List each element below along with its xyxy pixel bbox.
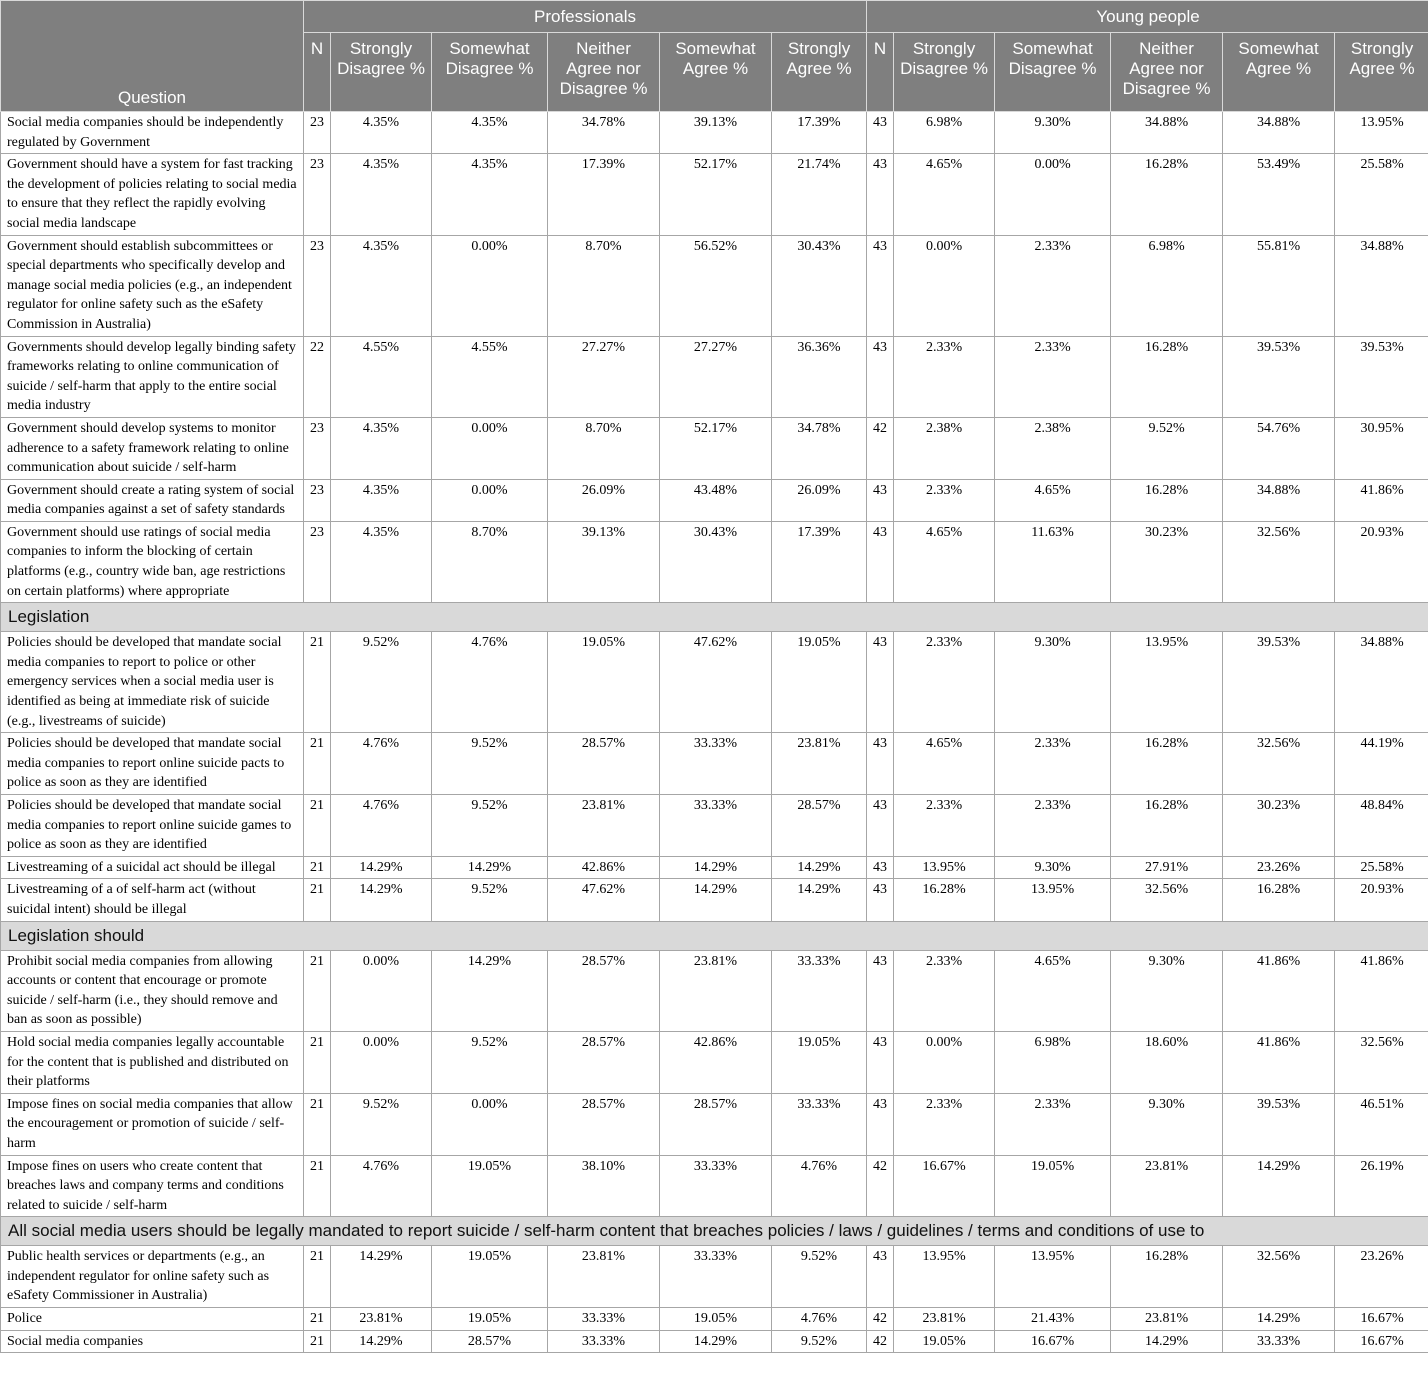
young-people-percent-cell: 39.53% [1223,1093,1335,1155]
young-people-percent-cell: 6.98% [1111,235,1223,336]
young-people-percent-cell: 9.30% [1111,1093,1223,1155]
section-header-row [1,921,1428,950]
professionals-percent-cell: 0.00% [331,1031,432,1093]
professionals-percent-cell: 28.57% [548,950,660,1031]
young-people-percent-cell: 9.52% [1111,417,1223,479]
professionals-percent-cell: 33.33% [660,1155,772,1217]
young-people-percent-cell: 9.30% [995,112,1111,154]
question-cell: Government should create a rating system of social media companies against a set of safety standards [1,479,304,521]
professionals-percent-cell: 14.29% [772,856,867,879]
professionals-percent-cell: 19.05% [660,1308,772,1331]
young-people-n-cell: 43 [867,733,894,795]
young-people-percent-cell: 23.81% [1111,1155,1223,1217]
professionals-percent-cell: 0.00% [432,417,548,479]
question-cell: Impose fines on users who create content that breaches laws and company terms and conditions related to suicide / self-harm [1,1155,304,1217]
professionals-percent-cell: 30.43% [772,235,867,336]
professionals-percent-cell: 38.10% [548,1155,660,1217]
young-people-n-cell: 43 [867,336,894,417]
professionals-percent-cell: 4.55% [432,336,548,417]
young-people-percent-cell: 0.00% [894,235,995,336]
col-header-n: N [304,33,331,112]
col-header-neither: Neither Agree nor Disagree % [548,33,660,112]
young-people-n-cell: 43 [867,112,894,154]
professionals-percent-cell: 28.57% [432,1330,548,1353]
professionals-percent-cell: 33.33% [660,733,772,795]
professionals-percent-cell: 14.29% [331,1330,432,1353]
young-people-percent-cell: 20.93% [1335,879,1428,921]
table-row [1,950,1428,1031]
table-row [1,417,1428,479]
professionals-percent-cell: 56.52% [660,235,772,336]
professionals-percent-cell: 4.76% [432,632,548,733]
professionals-percent-cell: 33.33% [548,1330,660,1353]
professionals-percent-cell: 4.35% [331,479,432,521]
young-people-percent-cell: 4.65% [995,479,1111,521]
professionals-percent-cell: 28.57% [660,1093,772,1155]
young-people-percent-cell: 16.28% [1111,1246,1223,1308]
young-people-percent-cell: 2.33% [894,950,995,1031]
professionals-percent-cell: 21.74% [772,154,867,235]
col-header-somewhat-disagree: Somewhat Disagree % [995,33,1111,112]
young-people-percent-cell: 13.95% [894,1246,995,1308]
young-people-percent-cell: 2.33% [995,795,1111,857]
young-people-percent-cell: 16.28% [1111,733,1223,795]
young-people-percent-cell: 9.30% [995,856,1111,879]
young-people-percent-cell: 13.95% [995,1246,1111,1308]
young-people-percent-cell: 6.98% [894,112,995,154]
young-people-n-cell: 43 [867,154,894,235]
professionals-percent-cell: 4.76% [772,1155,867,1217]
table-row [1,1155,1428,1217]
professionals-percent-cell: 14.29% [660,856,772,879]
professionals-percent-cell: 33.33% [548,1308,660,1331]
professionals-percent-cell: 4.55% [331,336,432,417]
young-people-percent-cell: 2.33% [894,336,995,417]
group-header-young-people: Young people [867,1,1428,33]
col-header-somewhat-disagree: Somewhat Disagree % [432,33,548,112]
young-people-percent-cell: 16.28% [894,879,995,921]
professionals-percent-cell: 23.81% [772,733,867,795]
professionals-percent-cell: 9.52% [432,795,548,857]
professionals-percent-cell: 4.35% [432,112,548,154]
table-row [1,1330,1428,1353]
col-header-strongly-disagree: Strongly Disagree % [894,33,995,112]
professionals-percent-cell: 14.29% [331,879,432,921]
young-people-percent-cell: 2.33% [894,795,995,857]
question-cell: Livestreaming of a of self-harm act (without suicidal intent) should be illegal [1,879,304,921]
col-header-somewhat-agree: Somewhat Agree % [660,33,772,112]
young-people-percent-cell: 39.53% [1223,336,1335,417]
professionals-percent-cell: 28.57% [548,1031,660,1093]
professionals-percent-cell: 0.00% [432,479,548,521]
young-people-percent-cell: 33.33% [1223,1330,1335,1353]
young-people-percent-cell: 11.63% [995,521,1111,602]
young-people-percent-cell: 46.51% [1335,1093,1428,1155]
young-people-n-cell: 43 [867,1093,894,1155]
professionals-percent-cell: 4.35% [331,521,432,602]
young-people-percent-cell: 25.58% [1335,856,1428,879]
young-people-percent-cell: 16.28% [1223,879,1335,921]
professionals-percent-cell: 33.33% [660,1246,772,1308]
professionals-n-cell: 21 [304,632,331,733]
professionals-percent-cell: 17.39% [548,154,660,235]
question-cell: Hold social media companies legally accountable for the content that is published and distributed on their platforms [1,1031,304,1093]
professionals-percent-cell: 14.29% [660,879,772,921]
young-people-percent-cell: 4.65% [894,521,995,602]
young-people-percent-cell: 34.88% [1223,112,1335,154]
young-people-percent-cell: 19.05% [995,1155,1111,1217]
question-cell: Government should use ratings of social media companies to inform the blocking of certain platforms (e.g., country wide ban, age restrictions on certain platforms) where appropriate [1,521,304,602]
professionals-percent-cell: 9.52% [331,632,432,733]
professionals-percent-cell: 0.00% [432,1093,548,1155]
young-people-percent-cell: 34.88% [1111,112,1223,154]
young-people-percent-cell: 0.00% [995,154,1111,235]
young-people-percent-cell: 34.88% [1335,235,1428,336]
professionals-n-cell: 21 [304,1031,331,1093]
col-header-strongly-agree: Strongly Agree % [1335,33,1428,112]
professionals-percent-cell: 28.57% [772,795,867,857]
young-people-n-cell: 43 [867,632,894,733]
young-people-n-cell: 43 [867,795,894,857]
table-row [1,795,1428,857]
section-header-row [1,1217,1428,1246]
professionals-n-cell: 22 [304,336,331,417]
professionals-percent-cell: 26.09% [548,479,660,521]
young-people-percent-cell: 34.88% [1223,479,1335,521]
professionals-percent-cell: 9.52% [331,1093,432,1155]
professionals-n-cell: 23 [304,479,331,521]
young-people-percent-cell: 16.67% [894,1155,995,1217]
question-cell: Livestreaming of a suicidal act should be illegal [1,856,304,879]
young-people-n-cell: 43 [867,1031,894,1093]
question-cell: Government should develop systems to monitor adherence to a safety framework relating to online communication about suicide / self-harm [1,417,304,479]
professionals-percent-cell: 33.33% [660,795,772,857]
young-people-percent-cell: 2.38% [995,417,1111,479]
table-row [1,856,1428,879]
young-people-percent-cell: 53.49% [1223,154,1335,235]
young-people-percent-cell: 2.33% [995,1093,1111,1155]
professionals-percent-cell: 19.05% [432,1246,548,1308]
professionals-percent-cell: 30.43% [660,521,772,602]
young-people-n-cell: 43 [867,479,894,521]
young-people-n-cell: 43 [867,950,894,1031]
professionals-percent-cell: 28.57% [548,1093,660,1155]
young-people-percent-cell: 4.65% [995,950,1111,1031]
professionals-n-cell: 21 [304,1308,331,1331]
young-people-percent-cell: 25.58% [1335,154,1428,235]
young-people-percent-cell: 39.53% [1223,632,1335,733]
young-people-percent-cell: 13.95% [1335,112,1428,154]
table-row [1,1031,1428,1093]
question-cell: Public health services or departments (e.g., an independent regulator for online safety such as eSafety Commissioner in Australia) [1,1246,304,1308]
professionals-percent-cell: 23.81% [548,795,660,857]
young-people-percent-cell: 16.28% [1111,795,1223,857]
question-cell: Policies should be developed that mandate social media companies to report to police or other emergency services when a social media user is identified as being at immediate risk of suicide (e.g., livestreams of suicide) [1,632,304,733]
table-body [1,112,1428,1353]
section-title: Legislation should [1,921,1428,950]
table-row [1,235,1428,336]
question-cell: Governments should develop legally binding safety frameworks relating to online communication of suicide / self-harm that apply to the entire social media industry [1,336,304,417]
col-header-neither: Neither Agree nor Disagree % [1111,33,1223,112]
professionals-percent-cell: 39.13% [548,521,660,602]
young-people-percent-cell: 16.67% [1335,1330,1428,1353]
young-people-percent-cell: 20.93% [1335,521,1428,602]
professionals-percent-cell: 52.17% [660,154,772,235]
professionals-percent-cell: 52.17% [660,417,772,479]
professionals-n-cell: 23 [304,521,331,602]
young-people-percent-cell: 23.81% [1111,1308,1223,1331]
young-people-percent-cell: 14.29% [1223,1155,1335,1217]
professionals-percent-cell: 47.62% [660,632,772,733]
young-people-percent-cell: 2.33% [894,632,995,733]
professionals-percent-cell: 4.35% [331,235,432,336]
professionals-percent-cell: 42.86% [660,1031,772,1093]
question-cell: Policies should be developed that mandate social media companies to report online suicide pacts to police as soon as they are identified [1,733,304,795]
professionals-percent-cell: 23.81% [331,1308,432,1331]
professionals-percent-cell: 9.52% [772,1330,867,1353]
professionals-percent-cell: 0.00% [331,950,432,1031]
professionals-percent-cell: 19.05% [432,1308,548,1331]
question-cell: Social media companies should be independently regulated by Government [1,112,304,154]
professionals-percent-cell: 28.57% [548,733,660,795]
professionals-percent-cell: 23.81% [548,1246,660,1308]
young-people-percent-cell: 30.23% [1223,795,1335,857]
young-people-percent-cell: 39.53% [1335,336,1428,417]
professionals-percent-cell: 4.76% [331,733,432,795]
professionals-percent-cell: 14.29% [432,950,548,1031]
professionals-percent-cell: 4.35% [331,417,432,479]
professionals-percent-cell: 33.33% [772,1093,867,1155]
young-people-n-cell: 42 [867,1308,894,1331]
young-people-percent-cell: 16.28% [1111,154,1223,235]
professionals-percent-cell: 39.13% [660,112,772,154]
professionals-percent-cell: 4.76% [331,795,432,857]
young-people-percent-cell: 41.86% [1223,950,1335,1031]
young-people-percent-cell: 0.00% [894,1031,995,1093]
professionals-percent-cell: 14.29% [772,879,867,921]
professionals-percent-cell: 8.70% [548,417,660,479]
professionals-percent-cell: 23.81% [660,950,772,1031]
young-people-percent-cell: 9.30% [995,632,1111,733]
young-people-percent-cell: 23.81% [894,1308,995,1331]
professionals-percent-cell: 14.29% [331,856,432,879]
professionals-percent-cell: 14.29% [660,1330,772,1353]
young-people-n-cell: 43 [867,235,894,336]
professionals-percent-cell: 4.35% [432,154,548,235]
professionals-percent-cell: 34.78% [772,417,867,479]
young-people-percent-cell: 13.95% [1111,632,1223,733]
professionals-n-cell: 21 [304,733,331,795]
professionals-percent-cell: 9.52% [772,1246,867,1308]
table-row [1,479,1428,521]
professionals-percent-cell: 27.27% [660,336,772,417]
professionals-percent-cell: 26.09% [772,479,867,521]
professionals-n-cell: 21 [304,856,331,879]
professionals-percent-cell: 4.35% [331,112,432,154]
professionals-percent-cell: 9.52% [432,733,548,795]
young-people-percent-cell: 23.26% [1335,1246,1428,1308]
col-header-strongly-disagree: Strongly Disagree % [331,33,432,112]
professionals-percent-cell: 27.27% [548,336,660,417]
professionals-percent-cell: 4.76% [331,1155,432,1217]
question-header: Question [1,1,304,112]
young-people-percent-cell: 18.60% [1111,1031,1223,1093]
table-row [1,1308,1428,1331]
young-people-percent-cell: 2.33% [995,235,1111,336]
table-row [1,1093,1428,1155]
young-people-n-cell: 43 [867,1246,894,1308]
young-people-percent-cell: 16.67% [1335,1308,1428,1331]
young-people-percent-cell: 32.56% [1111,879,1223,921]
section-header-row [1,603,1428,632]
young-people-percent-cell: 26.19% [1335,1155,1428,1217]
professionals-percent-cell: 4.35% [331,154,432,235]
young-people-percent-cell: 32.56% [1223,521,1335,602]
professionals-n-cell: 23 [304,235,331,336]
professionals-percent-cell: 0.00% [432,235,548,336]
young-people-percent-cell: 48.84% [1335,795,1428,857]
professionals-n-cell: 21 [304,1155,331,1217]
young-people-percent-cell: 41.86% [1223,1031,1335,1093]
professionals-percent-cell: 42.86% [548,856,660,879]
young-people-percent-cell: 16.28% [1111,479,1223,521]
professionals-percent-cell: 36.36% [772,336,867,417]
young-people-percent-cell: 19.05% [894,1330,995,1353]
professionals-percent-cell: 8.70% [548,235,660,336]
table-row [1,336,1428,417]
young-people-percent-cell: 16.28% [1111,336,1223,417]
question-cell: Impose fines on social media companies that allow the encouragement or promotion of suicide / self-harm [1,1093,304,1155]
professionals-n-cell: 21 [304,1093,331,1155]
young-people-percent-cell: 55.81% [1223,235,1335,336]
section-title: Legislation [1,603,1428,632]
professionals-percent-cell: 33.33% [772,950,867,1031]
young-people-percent-cell: 13.95% [995,879,1111,921]
young-people-percent-cell: 54.76% [1223,417,1335,479]
professionals-n-cell: 23 [304,154,331,235]
young-people-percent-cell: 41.86% [1335,950,1428,1031]
professionals-percent-cell: 47.62% [548,879,660,921]
table-row [1,112,1428,154]
young-people-percent-cell: 13.95% [894,856,995,879]
professionals-n-cell: 21 [304,950,331,1031]
young-people-percent-cell: 32.56% [1223,1246,1335,1308]
professionals-percent-cell: 4.76% [772,1308,867,1331]
question-cell: Social media companies [1,1330,304,1353]
professionals-n-cell: 23 [304,417,331,479]
young-people-percent-cell: 21.43% [995,1308,1111,1331]
table-row [1,521,1428,602]
professionals-percent-cell: 19.05% [772,1031,867,1093]
young-people-percent-cell: 27.91% [1111,856,1223,879]
young-people-n-cell: 43 [867,856,894,879]
professionals-percent-cell: 8.70% [432,521,548,602]
table-row [1,154,1428,235]
professionals-percent-cell: 43.48% [660,479,772,521]
young-people-percent-cell: 2.33% [995,733,1111,795]
table-row [1,733,1428,795]
young-people-percent-cell: 14.29% [1223,1308,1335,1331]
young-people-n-cell: 42 [867,417,894,479]
young-people-n-cell: 43 [867,521,894,602]
young-people-percent-cell: 34.88% [1335,632,1428,733]
professionals-percent-cell: 9.52% [432,879,548,921]
young-people-percent-cell: 44.19% [1335,733,1428,795]
professionals-n-cell: 21 [304,1246,331,1308]
young-people-percent-cell: 2.33% [894,479,995,521]
question-cell: Policies should be developed that mandate social media companies to report online suicide games to police as soon as they are identified [1,795,304,857]
young-people-percent-cell: 30.23% [1111,521,1223,602]
professionals-n-cell: 23 [304,112,331,154]
young-people-percent-cell: 32.56% [1223,733,1335,795]
young-people-n-cell: 42 [867,1155,894,1217]
young-people-n-cell: 42 [867,1330,894,1353]
question-cell: Government should establish subcommittees or special departments who specifically develop and manage social media policies (e.g., an independent regulator for online safety such as the eSafety Commission in Australia) [1,235,304,336]
young-people-percent-cell: 41.86% [1335,479,1428,521]
young-people-percent-cell: 2.33% [894,1093,995,1155]
col-header-somewhat-agree: Somewhat Agree % [1223,33,1335,112]
professionals-percent-cell: 9.52% [432,1031,548,1093]
professionals-percent-cell: 17.39% [772,112,867,154]
professionals-n-cell: 21 [304,879,331,921]
table-row [1,1246,1428,1308]
professionals-percent-cell: 14.29% [331,1246,432,1308]
young-people-percent-cell: 2.38% [894,417,995,479]
question-cell: Police [1,1308,304,1331]
young-people-n-cell: 43 [867,879,894,921]
young-people-percent-cell: 14.29% [1111,1330,1223,1353]
question-cell: Prohibit social media companies from allowing accounts or content that encourage or promote suicide / self-harm (i.e., they should remove and ban as soon as possible) [1,950,304,1031]
young-people-percent-cell: 32.56% [1335,1031,1428,1093]
professionals-percent-cell: 19.05% [772,632,867,733]
professionals-percent-cell: 19.05% [432,1155,548,1217]
section-title: All social media users should be legally mandated to report suicide / self-harm content that breaches policies / laws / guidelines / terms and conditions of use to [1,1217,1428,1246]
professionals-percent-cell: 34.78% [548,112,660,154]
professionals-n-cell: 21 [304,795,331,857]
table-row [1,879,1428,921]
young-people-percent-cell: 6.98% [995,1031,1111,1093]
professionals-percent-cell: 17.39% [772,521,867,602]
young-people-percent-cell: 4.65% [894,154,995,235]
young-people-percent-cell: 30.95% [1335,417,1428,479]
col-header-strongly-agree: Strongly Agree % [772,33,867,112]
young-people-percent-cell: 4.65% [894,733,995,795]
professionals-percent-cell: 14.29% [432,856,548,879]
col-header-n: N [867,33,894,112]
young-people-percent-cell: 16.67% [995,1330,1111,1353]
young-people-percent-cell: 23.26% [1223,856,1335,879]
professionals-n-cell: 21 [304,1330,331,1353]
question-cell: Government should have a system for fast tracking the development of policies relating to social media to ensure that they reflect the rapidly evolving social media landscape [1,154,304,235]
group-header-professionals: Professionals [304,1,867,33]
young-people-percent-cell: 2.33% [995,336,1111,417]
professionals-percent-cell: 19.05% [548,632,660,733]
young-people-percent-cell: 9.30% [1111,950,1223,1031]
table-row [1,632,1428,733]
